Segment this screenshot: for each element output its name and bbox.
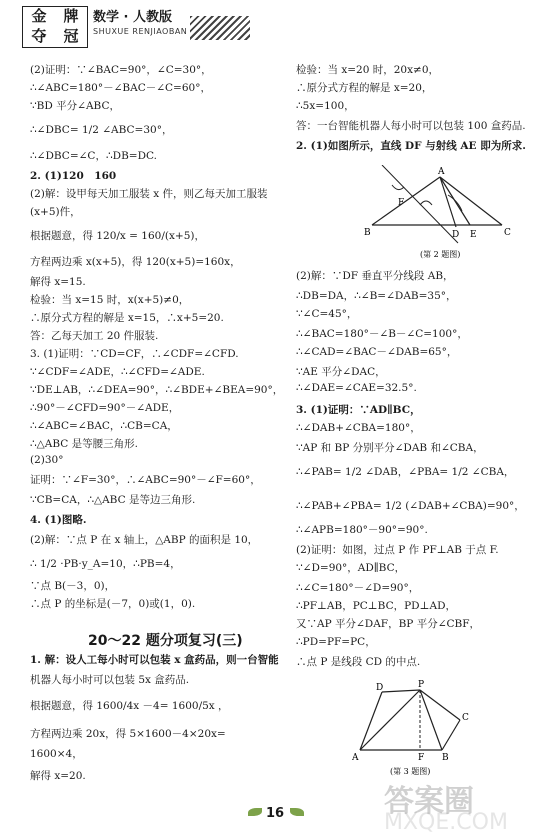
text-line: 4. (1)图略. [30, 514, 87, 526]
text-line: (x+5)件， [30, 206, 81, 218]
text-line: 检验：当 x=20 时，20x≠0， [296, 64, 440, 76]
page-header [0, 0, 560, 50]
text-line: ∴∠PAB+∠PBA= 1/2 (∠DAB+∠CBA)=90°， [296, 500, 525, 512]
text-line: ∵BD 平分∠ABC， [30, 100, 120, 112]
text-line: 3. (1)证明：∵CD=CF，∴∠CDF=∠CFD. [30, 348, 239, 360]
text-line: ∴∠ABC=180°－∠BAC－∠C=60°， [30, 82, 211, 94]
text-line: ∴点 P 的坐标是(－7，0)或(1，0). [30, 598, 196, 610]
fig3-label: P [418, 680, 425, 690]
text-line: ∴∠DAE=∠CAE=32.5°. [296, 382, 417, 394]
leaf-icon [248, 808, 262, 816]
text-line: 机器人每小时可以包装 5x 盒药品. [30, 674, 190, 686]
text-line: 根据题意，得 120/x = 160/(x+5)， [30, 230, 205, 242]
text-line: ∴∠BAC=180°－∠B－∠C=100°， [296, 328, 468, 340]
text-line: 2. (1)如图所示，直线 DF 与射线 AE 即为所求. [296, 140, 526, 152]
fig2-label: E [470, 230, 477, 240]
figure-2 [362, 165, 522, 268]
book-title: 数学 · 人教版 [93, 10, 172, 25]
book-subtitle: SHUXUE RENJIAOBAN [93, 27, 188, 36]
text-line: 答：乙每天加工 20 件服装. [30, 330, 159, 342]
figure-2-caption: (第 2 题图) [420, 250, 461, 259]
decorative-stripe [190, 16, 250, 40]
text-line: ∴△ABC 是等腰三角形. [30, 438, 138, 450]
text-line: (2)证明：∵∠BAC=90°，∠C=30°， [30, 64, 212, 76]
text-line: ∴∠DBC=∠C，∴DB=DC. [30, 150, 157, 162]
text-line: (2)解：∵点 P 在 x 轴上，△ABP 的面积是 10， [30, 534, 259, 546]
text-line: ∵CB=CA，∴△ABC 是等边三角形. [30, 494, 196, 506]
fig3-label: F [418, 753, 425, 763]
text-line: ∴∠APB=180°－90°=90°. [296, 524, 428, 536]
text-line: 检验：当 x=15 时，x(x+5)≠0， [30, 294, 190, 306]
text-line: ∵AP 和 BP 分别平分∠DAB 和∠CBA， [296, 442, 484, 454]
figure-3 [352, 680, 482, 783]
fig2-label: F [398, 198, 405, 208]
brand-logo [22, 6, 88, 48]
text-line: (2)30° [30, 454, 64, 466]
logo-char: 牌 [63, 7, 79, 25]
text-line: ∴原分式方程的解是 x=15，∴x+5=20. [30, 312, 224, 324]
text-line: 答：一台智能机器人每小时可以包装 100 盒药品. [296, 120, 526, 132]
text-line: ∴90°－∠CFD=90°－∠ADE， [30, 402, 180, 414]
text-line: ∵∠CDF=∠ADE，∴∠CFD=∠ADE. [30, 366, 205, 378]
figure-3-diagram [352, 680, 482, 780]
text-line: ∴∠DAB+∠CBA=180°， [296, 422, 421, 434]
text-line: ∵AE 平分∠DAC， [296, 366, 386, 378]
text-line: ∴5x=100， [296, 100, 355, 112]
text-line: ∴PF⊥AB，PC⊥BC，PD⊥AD， [296, 600, 456, 612]
logo-char: 冠 [63, 27, 79, 45]
text-line: ∴∠DBC= 1/2 ∠ABC=30°， [30, 124, 173, 136]
text-line: 证明：∵∠F=30°，∴∠ABC=90°－∠F=60°， [30, 474, 261, 486]
text-line: 解得 x=20. [30, 770, 86, 782]
text-line: ∴原分式方程的解是 x=20， [296, 82, 433, 94]
fig2-label: D [452, 230, 460, 240]
page-number: 16 [266, 806, 285, 821]
text-line: 根据题意，得 1600/4x －4= 1600/5x ， [30, 700, 229, 712]
text-line: 3. (1)证明：∵AD∥BC， [296, 404, 421, 416]
text-line: ∵点 B(－3，0)， [30, 580, 116, 592]
section-title: 20～22 题分项复习(三) [88, 633, 243, 649]
text-line: ∴DB=DA，∴∠B=∠DAB=35°， [296, 290, 457, 302]
text-line: (2)解：设甲每天加工服装 x 件，则乙每天加工服装 [30, 188, 268, 200]
watermark: 答案圈 [384, 784, 474, 819]
text-line: ∴∠CAD=∠BAC－∠DAB=65°， [296, 346, 458, 358]
fig2-label: A [438, 167, 445, 177]
fig3-label: C [462, 713, 469, 723]
text-line: (2)解：∵DF 垂直平分线段 AB， [296, 270, 454, 282]
text-line: 1600×4， [30, 748, 83, 760]
figure-3-caption: (第 3 题图) [390, 767, 431, 776]
text-line: ∵∠D=90°，AD∥BC， [296, 562, 406, 574]
text-line: ∴点 P 是线段 CD 的中点. [296, 656, 421, 668]
watermark-url: MXQE.COM [384, 810, 508, 835]
text-line: ∵DE⊥AB，∴∠DEA=90°，∴∠BDE+∠BEA=90°， [30, 384, 284, 396]
leaf-icon [290, 808, 304, 816]
text-line: ∴∠PAB= 1/2 ∠DAB，∠PBA= 1/2 ∠CBA， [296, 466, 515, 478]
fig2-label: B [364, 228, 371, 238]
text-line: 又∵AP 平分∠DAF，BP 平分∠CBF， [296, 618, 481, 630]
fig3-label: D [376, 683, 384, 693]
text-line: 2. (1)120 160 [30, 170, 117, 182]
text-line: 方程两边乘 20x，得 5×1600－4×20x= [30, 728, 226, 740]
text-line: ∴PD=PF=PC， [296, 636, 376, 648]
fig2-label: C [504, 228, 511, 238]
text-line: ∴ 1/2 ·PB·y_A=10，∴PB=4， [30, 558, 181, 570]
text-line: ∵∠C=45°， [296, 308, 358, 320]
text-line: ∴∠C=180°－∠D=90°， [296, 582, 420, 594]
fig3-label: B [442, 753, 449, 763]
text-line: 解得 x=15. [30, 276, 86, 288]
text-line: 方程两边乘 x(x+5)，得 120(x+5)=160x， [30, 256, 241, 268]
logo-char: 金 [31, 7, 47, 25]
text-line: ∴∠ABC=∠BAC，∴CB=CA， [30, 420, 178, 432]
fig3-label: A [352, 753, 359, 763]
logo-char: 夺 [31, 27, 47, 45]
text-line: 1. 解：设人工每小时可以包装 x 盒药品，则一台智能 [30, 654, 279, 666]
figure-2-diagram [362, 165, 522, 265]
text-line: (2)证明：如图，过点 P 作 PF⊥AB 于点 F. [296, 544, 499, 556]
